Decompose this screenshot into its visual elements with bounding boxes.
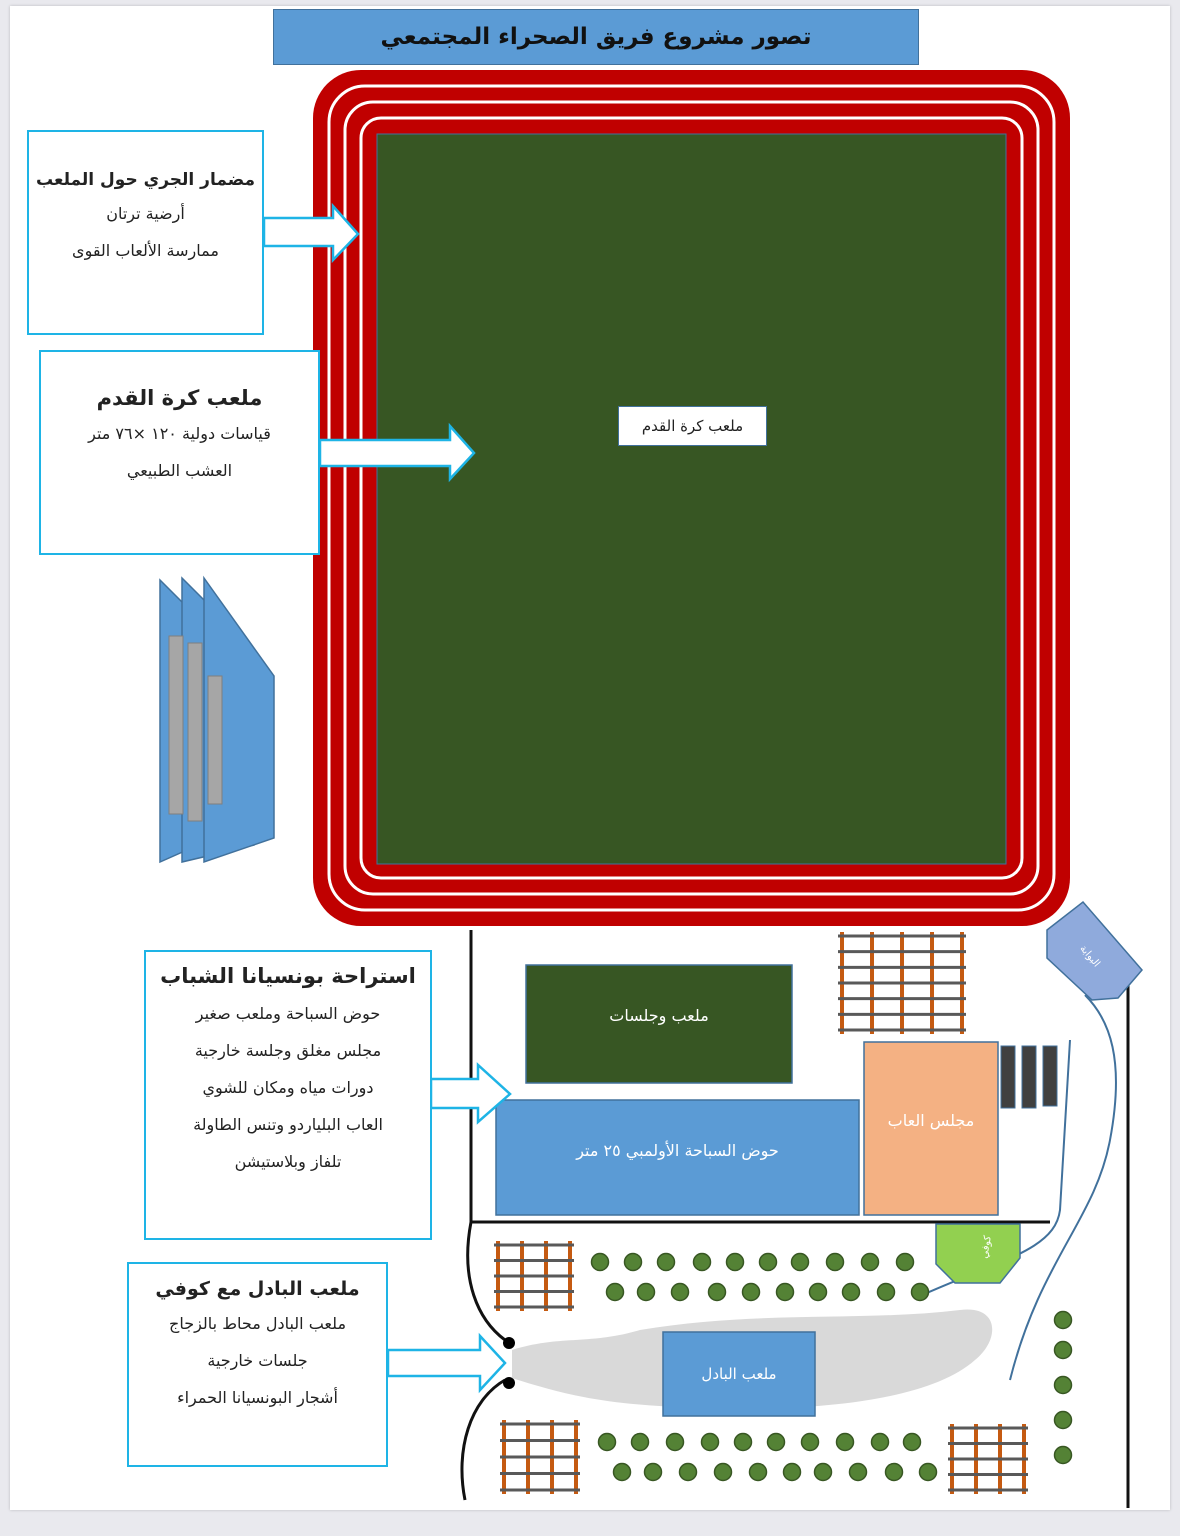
tree-icon <box>645 1464 662 1481</box>
padel-court-label: ملعب البادل <box>701 1365 777 1383</box>
padel-callout-title: ملعب البادل مع كوفي <box>155 1278 360 1300</box>
tree-icon <box>784 1464 801 1481</box>
rest-house-callout-line: العاب البلياردو وتنس الطاولة <box>193 1115 383 1134</box>
track-callout <box>27 130 264 335</box>
kitchen-label: كوفي <box>978 1234 994 1260</box>
football-field <box>377 134 1006 864</box>
tree-icon <box>743 1284 760 1301</box>
football-callout-title: ملعب كرة القدم <box>96 386 263 410</box>
tree-icon <box>760 1254 777 1271</box>
tree-icon <box>802 1434 819 1451</box>
track-callout-title: مضمار الجري حول الملعب <box>35 170 256 190</box>
field-label <box>618 406 767 446</box>
tree-icon <box>897 1254 914 1271</box>
football-callout-line: العشب الطبيعي <box>126 461 233 480</box>
tree-icon <box>638 1284 655 1301</box>
majlis-label: مجلس العاب <box>887 1110 975 1130</box>
tree-icon <box>625 1254 642 1271</box>
pergola-icon <box>838 932 966 1034</box>
pergola-icon <box>948 1424 1028 1494</box>
tree-icon <box>715 1464 732 1481</box>
tree-icon <box>768 1434 785 1451</box>
page-title: تصور مشروع فريق الصحراء المجتمعي <box>273 9 919 65</box>
tree-icon <box>1055 1312 1072 1329</box>
padel-callout-line: أشجار البونسيانا الحمراء <box>177 1388 338 1407</box>
tree-icon <box>735 1434 752 1451</box>
toilet-blocks <box>1001 1046 1057 1108</box>
rest-house-callout <box>144 950 432 1240</box>
tree-icon <box>632 1434 649 1451</box>
field-label-text: ملعب كرة القدم <box>641 417 744 435</box>
tree-icon <box>592 1254 609 1271</box>
tree-icon <box>672 1284 689 1301</box>
padel-callout-line: ملعب البادل محاط بالزجاج <box>168 1314 347 1333</box>
rest-house-callout-line: تلفاز وبلاستيشن <box>234 1152 342 1171</box>
tree-icon <box>912 1284 929 1301</box>
tree-icon <box>827 1254 844 1271</box>
tree-icon <box>843 1284 860 1301</box>
tree-icon <box>862 1254 879 1271</box>
pool-label: حوض السباحة الأولمبي ٢٥ متر <box>576 1140 779 1160</box>
tree-icon <box>792 1254 809 1271</box>
tree-icon <box>872 1434 889 1451</box>
tree-icon <box>1055 1342 1072 1359</box>
play-area-label: ملعب وجلسات <box>609 1005 709 1025</box>
tree-icon <box>614 1464 631 1481</box>
tree-icon <box>667 1434 684 1451</box>
running-track <box>313 70 1070 926</box>
tree-icon <box>920 1464 937 1481</box>
gate-post <box>503 1337 515 1349</box>
tree-icon <box>1055 1447 1072 1464</box>
tree-icon <box>777 1284 794 1301</box>
tree-icon <box>680 1464 697 1481</box>
rest-house-callout-title: استراحة بونسيانا الشباب <box>160 964 416 988</box>
padel-callout <box>127 1262 388 1467</box>
rest-house-callout-line: مجلس مغلق وجلسة خارجية <box>194 1041 382 1060</box>
tree-icon <box>1055 1412 1072 1429</box>
tree-icon <box>702 1434 719 1451</box>
pergola-icon <box>494 1241 574 1311</box>
tree-icon <box>886 1464 903 1481</box>
track-callout-line: ممارسة الألعاب القوى <box>72 241 219 260</box>
tree-icon <box>658 1254 675 1271</box>
tree-icon <box>837 1434 854 1451</box>
tree-icon <box>1055 1377 1072 1394</box>
bleachers-icon <box>160 578 274 862</box>
tree-icon <box>607 1284 624 1301</box>
gate-post <box>503 1377 515 1389</box>
tree-icon <box>599 1434 616 1451</box>
tree-icon <box>810 1284 827 1301</box>
rest-house-callout-line: حوض السباحة وملعب صغير <box>195 1004 381 1023</box>
tree-icon <box>815 1464 832 1481</box>
tree-icon <box>727 1254 744 1271</box>
tree-icon <box>904 1434 921 1451</box>
tree-icon <box>850 1464 867 1481</box>
tree-icon <box>709 1284 726 1301</box>
tree-icon <box>750 1464 767 1481</box>
tree-icon <box>878 1284 895 1301</box>
pergola-icon <box>500 1420 580 1494</box>
entrance-label: البوابة <box>1077 942 1103 970</box>
football-callout <box>39 350 320 555</box>
arrow-right-icon <box>388 1336 505 1390</box>
football-callout-line: قياسات دولية ١٢٠ ×٧٦ متر <box>88 424 271 443</box>
rest-house-callout-line: دورات مياه ومكان للشوي <box>202 1078 374 1097</box>
track-callout-line: أرضية ترتان <box>106 204 185 223</box>
tree-icon <box>694 1254 711 1271</box>
padel-callout-line: جلسات خارجية <box>207 1351 308 1370</box>
